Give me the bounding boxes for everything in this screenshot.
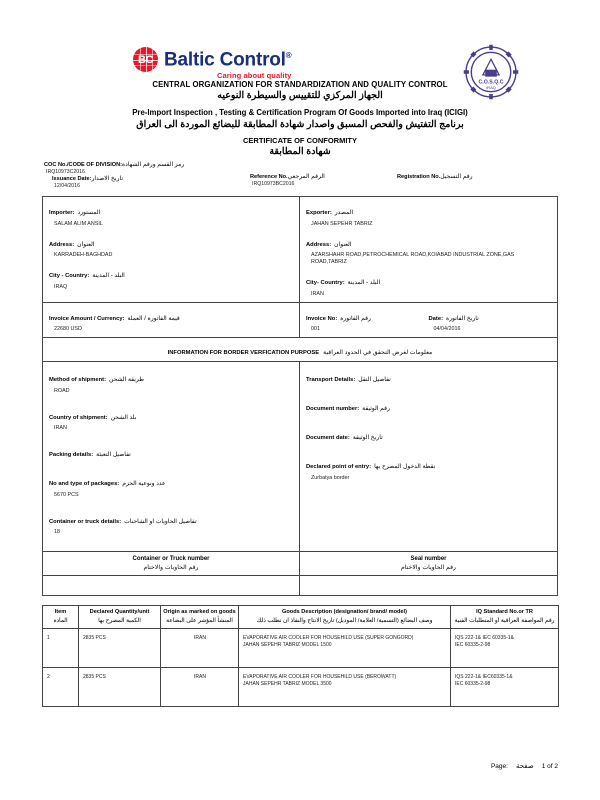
no-type-packages-field [49,472,293,499]
issuance-date-value: 12/04/2016 [54,183,80,189]
cosqc-seal-icon [462,43,520,101]
page-label: Page: [490,762,508,770]
method-of-shipment-label-ar: طريقة الشحن [109,377,144,383]
container-number-header [43,552,300,575]
invoice-no-label-ar: رقم الفاتورة [340,315,371,322]
no-type-packages-label: No and type of packages: [49,481,120,487]
svg-text:IRAQ: IRAQ [486,84,496,90]
invoice-no-date-block [300,303,557,338]
registration-number-label-ar: رقم التسجيل [440,174,473,180]
border-banner-ar: معلومات لغرض التحقق في الحدود العراقية [323,348,433,356]
border-verification-banner [43,337,557,362]
page-footer [491,762,558,770]
invoice-date-label: Date: [428,315,443,322]
exporter-name-field [306,201,551,228]
organization-name-ar: الجهاز المركزي للتقييس والسيطرة النوعيه [217,90,383,101]
document-date-field [306,426,551,444]
method-of-shipment-field [49,368,293,395]
country-of-shipment-field [49,406,293,433]
country-of-shipment-value: IRAN [54,425,67,431]
border-details-row [43,362,557,551]
baltic-control-logo [133,46,291,80]
container-truck-details-label: Container or truck details: [49,518,122,525]
reference-number-field [250,173,325,187]
issuance-date-label: Issuance Date: [52,176,92,182]
col-item-header-en: Item [54,609,67,615]
brand-name-text: Baltic Control [164,49,286,71]
row-origin: IRAN [161,628,239,667]
invoice-amount-label-ar: قيمة الفاتورة / العملة [127,315,180,322]
invoice-amount-block [43,303,300,338]
importer-label: Importer: [49,210,75,216]
program-title-ar: برنامج التفتيش والفحص المسبق واصدار شهادة المطابقة للبضائع الموردة الى العراق [136,119,464,130]
row-origin: IRAN [161,667,239,706]
importer-block [43,197,300,302]
brand-tagline: Caring about quality [216,71,292,81]
row-standard-line2: IEC 60335-2-98 [455,681,491,687]
importer-city-value: IRAQ [54,283,68,290]
col-quantity-header [79,606,161,629]
importer-address-label: Address: [49,241,75,248]
col-description-header-en: Goods Description (designation/ brand/ model) [282,609,407,615]
exporter-address-label: Address: [306,241,332,248]
col-origin-header [161,606,239,629]
col-standard-header-ar: رقم المواصفة العراقية او المتطلبات الفنية [454,617,555,624]
exporter-address-value: AZARSHAHR ROAD,PETROCHEMICAL ROAD,KOIABAD INDUSTRIAL ZONE,GAS ROAD,TABRIZ [311,252,515,265]
program-title-en: Pre-Import Inspection , Testing & Certification Program Of Goods Imported into Iraq (ICIGI) [132,108,468,117]
exporter-label-ar: المصدر [334,210,353,216]
reference-number-label: Reference No. [250,174,288,180]
registration-number-field [397,173,473,181]
no-type-packages-value: 5670 PCS [54,491,79,498]
importer-value: SALAM ALIM ANSIL [54,220,103,227]
issuance-date-label-ar: تاريخ الاصدار [91,176,123,182]
col-standard-header [451,606,559,629]
svg-text:C.O.S.Q.C: C.O.S.Q.C [478,79,504,86]
container-seal-header [43,551,557,575]
invoice-amount-field [49,307,293,334]
container-truck-details-label-ar: تفاصيل الحاويات او الشاحنات [124,518,197,525]
row-item: 1 [43,628,79,667]
col-standard-header-en: IQ Standard No.or TR [476,609,533,615]
invoice-amount-value: 22680 USD [54,326,82,332]
invoice-row [43,302,557,338]
seal-number-header-en: Seal number [410,556,447,562]
row-description-line1: EVAPORATIVE AIR COOLER FOR HOUSEHILD USE (SUPER GONGORD) [243,634,414,641]
packing-details-field [49,443,293,461]
country-of-shipment-label-ar: بلد الشحن [110,414,137,421]
exporter-city-value: IRAN [311,290,324,297]
page-number: 1 of 2 [541,762,558,770]
exporter-block [300,197,557,302]
exporter-city-field [306,271,551,298]
col-origin-header-ar: المنشأ المؤشر على البضاعة [166,617,233,624]
table-row [43,628,559,667]
importer-city-label-ar: البلد - المدينة [92,273,125,279]
organization-name-en: CENTRAL ORGANIZATION FOR STANDARDIZATION AND QUALITY CONTROL [152,80,448,89]
declared-point-entry-field [306,455,551,482]
container-truck-details-field [49,510,293,537]
goods-table [42,605,559,707]
transport-details-field [306,368,551,386]
exporter-address-label-ar: العنوان [334,241,352,248]
document-number-label: Document number: [306,406,360,412]
row-description-line2: JAHAN SEPEHR TABRIZ MODEL 3500 [243,681,332,687]
col-origin-header-en: Origin as marked on goods [163,609,236,615]
invoice-amount-label: Invoice Amount / Currency: [49,315,125,322]
container-number-cell [43,576,300,595]
importer-name-field [49,201,293,228]
invoice-no-value: 001 [311,326,320,332]
method-of-shipment-value: ROAD [54,387,70,394]
importer-address-field [49,233,293,260]
border-banner-en: INFORMATION FOR BORDER VERFICATION PURPOSE [167,349,320,356]
container-number-header-en: Container or Truck number [132,556,210,562]
container-truck-details-value: 18 [54,529,60,535]
coc-number-value: IRQ10973C2016 [46,169,85,175]
invoice-no-field [306,307,429,334]
row-description [239,667,451,706]
certificate-title-en: CERTIFICATE OF CONFORMITY [242,136,358,145]
invoice-date-field [429,307,552,334]
border-details-right [300,362,557,551]
globe-icon [133,47,158,72]
row-description-line1: EVAPORATIVE AIR COOLER FOR HOUSEHILD USE (BEROWATT) [243,673,397,680]
border-details-left [43,362,300,551]
importer-city-field [49,264,293,291]
importer-address-label-ar: العنوان [77,241,95,248]
declared-point-entry-label-ar: نقطة الدخول المصرح بها [374,464,436,470]
packing-details-label: Packing details: [49,452,94,458]
col-item-header-ar: المادة [53,617,68,624]
row-quantity: 2835 PCS [79,667,161,706]
row-standard-line1: IQS 222-1& IEC60335-1& [455,673,513,680]
container-seal-body [43,575,557,595]
col-quantity-header-ar: الكمية المصرح بها [98,617,141,624]
invoice-date-value: 04/04/2016 [433,326,461,332]
registered-mark: ® [285,51,292,60]
exporter-label: Exporter: [306,210,332,216]
exporter-value: JAHAN SEPEHR TABRIZ [311,220,373,227]
packing-details-label-ar: تفاصيل التعبئة [96,452,131,458]
exporter-address-field [306,233,551,267]
seal-number-header [300,552,557,575]
row-standard [451,667,559,706]
importer-address-value: KARRADEH-BAGHDAD [54,252,113,258]
col-description-header-ar: وصف البضائع (التسمية/ العلامة/ الموديل) تاريخ الانتاج والنفاذ ان تطلب ذلك [256,617,433,624]
row-standard-line1: IQS 222-1& IEC 60335-1& [455,634,514,641]
parties-and-border-box [42,196,558,596]
coc-number-label-ar: رمز القسم ورقم الشهادة [122,162,185,168]
parties-row [43,197,557,302]
document-date-label: Document date: [306,435,350,441]
goods-table-header-row [43,606,559,629]
exporter-city-label-ar: البلد - المدينة [347,280,381,286]
row-item: 2 [43,667,79,706]
method-of-shipment-label: Method of shipment: [49,377,106,383]
row-quantity: 2835 PCS [79,628,161,667]
col-item-header [43,606,79,629]
row-standard-line2: IEC 60335-2-98 [455,642,491,648]
registration-number-label: Registration No. [397,174,441,180]
certificate-title-ar: شهادة المطابقة [269,146,331,157]
certificate-meta [42,161,558,195]
table-row [43,667,559,706]
col-quantity-header-en: Declared Quantity/unit [89,609,150,615]
seal-number-header-ar: رقم الحاويات والاختام [400,564,457,571]
invoice-date-label-ar: تاريخ الفاتورة [446,315,479,322]
document-number-label-ar: رقم الوثيقة [362,406,390,412]
col-description-header [239,606,451,629]
declared-point-entry-label: Declared point of entry: [306,464,372,470]
country-of-shipment-label: Country of shipment: [49,414,108,421]
row-description-line2: JAHAN SEPEHR TABRIZ MODEL 1500 [243,642,332,648]
reference-number-value: IRQ10973BC2016 [252,181,295,187]
transport-details-label-ar: تفاصيل النقل [358,377,391,383]
declared-point-entry-value: Zurbatya border [311,474,350,481]
importer-city-label: City - Country: [49,273,90,279]
coc-number-label: COC No./CODE OF DIVISION: [44,162,123,168]
logo-monogram: BC [138,53,153,66]
importer-label-ar: المستورد [77,210,101,216]
page-label-ar: صفحة [515,763,534,770]
issuance-date-field [52,175,123,189]
seal-number-cell [300,576,557,595]
document-number-field [306,397,551,415]
brand-name [164,46,291,70]
row-description [239,628,451,667]
document-date-label-ar: تاريخ الوثيقة [352,435,383,441]
reference-number-label-ar: الرقم المرجعي [287,174,325,180]
transport-details-label: Transport Details: [306,377,356,383]
no-type-packages-label-ar: عدد ونوعية الحزم [122,481,166,487]
row-standard [451,628,559,667]
exporter-city-label: City- Country: [306,280,345,286]
container-number-header-ar: رقم الحاويات والاختام [143,564,199,571]
invoice-no-label: Invoice No: [306,315,338,322]
coc-number-field [44,161,184,175]
